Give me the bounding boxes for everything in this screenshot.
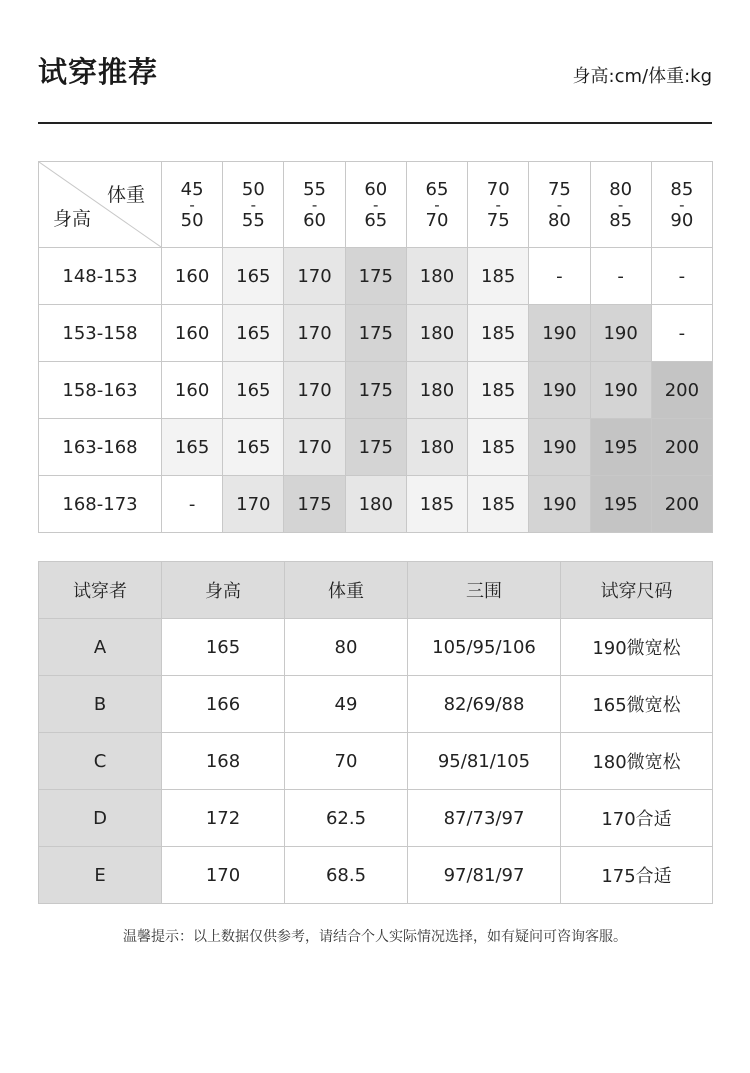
tester-measurements: 82/69/88 xyxy=(408,676,561,733)
tester-height: 172 xyxy=(162,790,285,847)
tester-name: D xyxy=(39,790,162,847)
tester-height: 165 xyxy=(162,619,285,676)
corner-weight-label: 体重 xyxy=(106,184,145,206)
tester-row xyxy=(39,847,713,904)
tester-weight: 80 xyxy=(285,619,408,676)
corner-height-label: 身高 xyxy=(53,208,92,230)
weight-range-header: 80 - 85 xyxy=(590,162,651,248)
header-height: 身高 xyxy=(162,562,285,619)
size-table-row xyxy=(39,248,713,305)
size-cell: 175 xyxy=(345,248,406,305)
height-range-label: 168-173 xyxy=(39,476,162,533)
footer-note: 温馨提示：以上数据仅供参考，请结合个人实际情况选择，如有疑问可咨询客服。 xyxy=(123,929,627,945)
tester-table-header-row xyxy=(39,562,713,619)
tester-name: A xyxy=(39,619,162,676)
size-cell: 175 xyxy=(345,362,406,419)
size-table-row xyxy=(39,362,713,419)
height-range-label: 148-153 xyxy=(39,248,162,305)
tester-measurements: 105/95/106 xyxy=(408,619,561,676)
size-cell: 165 xyxy=(223,419,284,476)
height-range-label: 158-163 xyxy=(39,362,162,419)
size-cell: 165 xyxy=(162,419,223,476)
tester-row xyxy=(39,619,713,676)
size-cell: - xyxy=(651,305,712,362)
size-cell: 170 xyxy=(284,419,345,476)
tester-size: 180微宽松 xyxy=(561,733,713,790)
header-measurements: 三围 xyxy=(408,562,561,619)
size-cell: 175 xyxy=(345,419,406,476)
weight-range-header: 50 - 55 xyxy=(223,162,284,248)
tester-weight: 49 xyxy=(285,676,408,733)
size-cell: 180 xyxy=(406,248,467,305)
size-cell: 195 xyxy=(590,419,651,476)
size-table-header-row xyxy=(39,162,713,248)
tester-row xyxy=(39,676,713,733)
size-cell: - xyxy=(651,248,712,305)
tester-size: 165微宽松 xyxy=(561,676,713,733)
size-cell: 200 xyxy=(651,362,712,419)
size-cell: 185 xyxy=(406,476,467,533)
weight-range-header: 75 - 80 xyxy=(529,162,590,248)
size-cell: 170 xyxy=(284,362,345,419)
header-tester: 试穿者 xyxy=(39,562,162,619)
tester-size: 190微宽松 xyxy=(561,619,713,676)
size-cell: 200 xyxy=(651,476,712,533)
size-cell: 185 xyxy=(468,305,529,362)
unit-note: 身高:cm/体重:kg xyxy=(572,66,712,87)
size-cell: 160 xyxy=(162,362,223,419)
size-cell: 190 xyxy=(529,476,590,533)
size-cell: - xyxy=(529,248,590,305)
size-cell: 175 xyxy=(284,476,345,533)
size-cell: 185 xyxy=(468,362,529,419)
tester-name: B xyxy=(39,676,162,733)
tester-name: E xyxy=(39,847,162,904)
tester-table xyxy=(38,561,713,904)
size-table-row xyxy=(39,305,713,362)
size-cell: 180 xyxy=(406,362,467,419)
size-cell: 185 xyxy=(468,248,529,305)
tester-height: 166 xyxy=(162,676,285,733)
size-cell: - xyxy=(162,476,223,533)
title-divider xyxy=(38,122,712,124)
size-cell: 165 xyxy=(223,248,284,305)
size-cell: 190 xyxy=(529,305,590,362)
tester-measurements: 87/73/97 xyxy=(408,790,561,847)
tester-measurements: 97/81/97 xyxy=(408,847,561,904)
weight-range-header: 45 - 50 xyxy=(162,162,223,248)
size-cell: 190 xyxy=(590,362,651,419)
size-cell: 160 xyxy=(162,248,223,305)
size-cell: 195 xyxy=(590,476,651,533)
tester-row xyxy=(39,790,713,847)
size-cell: 200 xyxy=(651,419,712,476)
tester-name: C xyxy=(39,733,162,790)
weight-range-header: 85 - 90 xyxy=(651,162,712,248)
size-recommendation-table xyxy=(38,161,713,533)
size-cell: 170 xyxy=(284,248,345,305)
corner-cell xyxy=(39,162,162,248)
size-cell: 190 xyxy=(529,362,590,419)
tester-weight: 70 xyxy=(285,733,408,790)
size-cell: 190 xyxy=(590,305,651,362)
size-cell: 170 xyxy=(284,305,345,362)
tester-height: 168 xyxy=(162,733,285,790)
tester-row xyxy=(39,733,713,790)
tester-weight: 68.5 xyxy=(285,847,408,904)
size-table-row xyxy=(39,419,713,476)
weight-range-header: 70 - 75 xyxy=(468,162,529,248)
weight-range-header: 55 - 60 xyxy=(284,162,345,248)
size-cell: 180 xyxy=(406,419,467,476)
tester-measurements: 95/81/105 xyxy=(408,733,561,790)
size-table-row xyxy=(39,476,713,533)
tester-size: 175合适 xyxy=(561,847,713,904)
size-cell: 185 xyxy=(468,476,529,533)
header-trial-size: 试穿尺码 xyxy=(561,562,713,619)
size-cell: 165 xyxy=(223,305,284,362)
tester-weight: 62.5 xyxy=(285,790,408,847)
tester-height: 170 xyxy=(162,847,285,904)
size-cell: 160 xyxy=(162,305,223,362)
size-cell: 190 xyxy=(529,419,590,476)
size-cell: 165 xyxy=(223,362,284,419)
height-range-label: 163-168 xyxy=(39,419,162,476)
weight-range-header: 65 - 70 xyxy=(406,162,467,248)
size-cell: 170 xyxy=(223,476,284,533)
size-cell: 180 xyxy=(345,476,406,533)
size-cell: 175 xyxy=(345,305,406,362)
size-cell: 180 xyxy=(406,305,467,362)
header-weight: 体重 xyxy=(285,562,408,619)
weight-range-header: 60 - 65 xyxy=(345,162,406,248)
size-cell: 185 xyxy=(468,419,529,476)
tester-size: 170合适 xyxy=(561,790,713,847)
page-title: 试穿推荐 xyxy=(38,55,159,89)
height-range-label: 153-158 xyxy=(39,305,162,362)
size-cell: - xyxy=(590,248,651,305)
